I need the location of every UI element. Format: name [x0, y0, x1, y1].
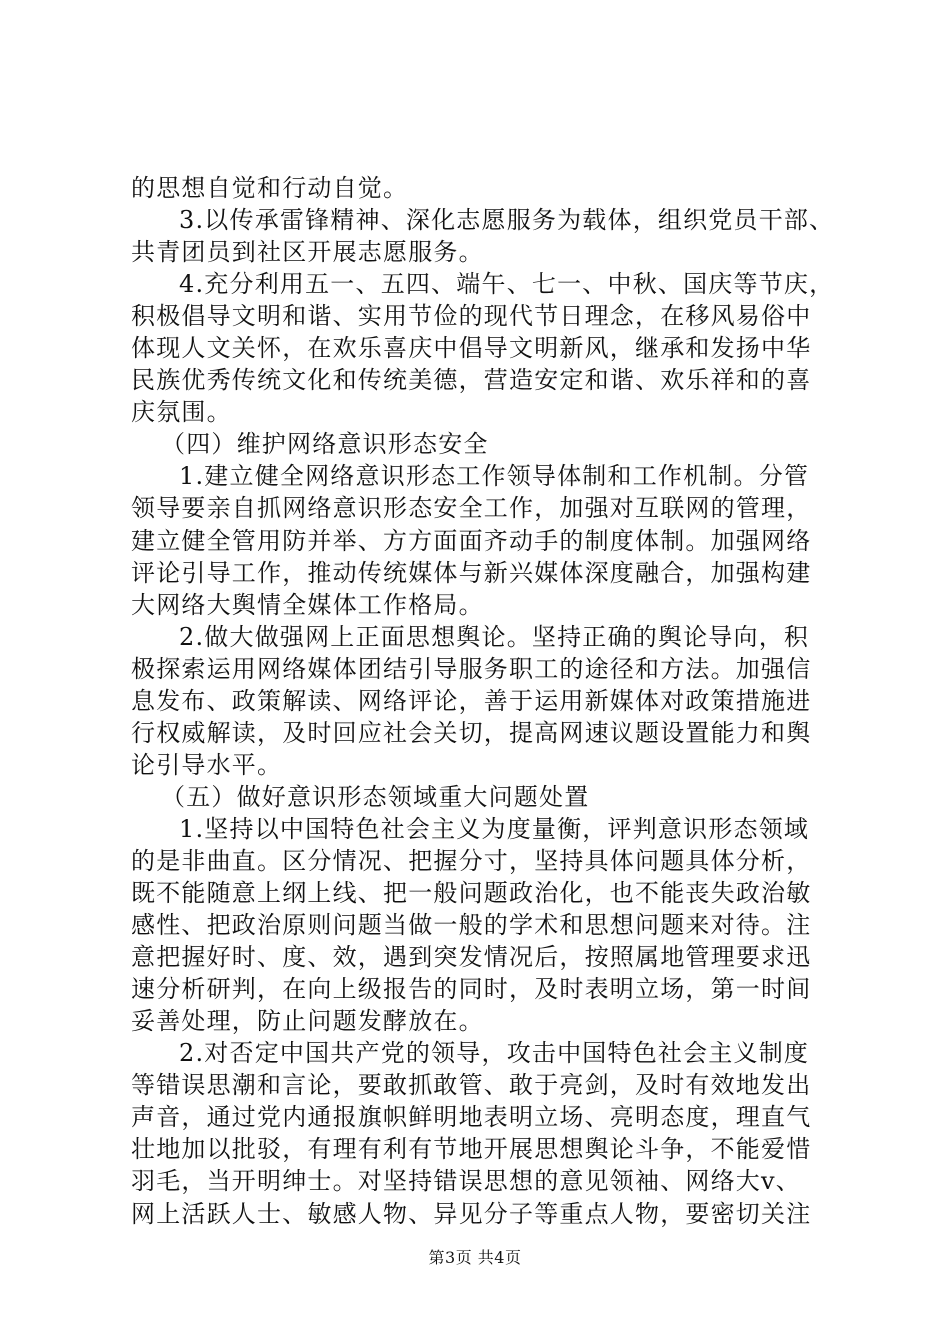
text-line: 体现人文关怀，在欢乐喜庆中倡导文明新风，继承和发扬中华 [131, 334, 812, 363]
text-line: 建立健全管用防并举、方方面面齐动手的制度体制。加强网络 [131, 526, 812, 555]
paragraph-first-line: 4.充分利用五一、五四、端午、七一、中秋、国庆等节庆， [179, 270, 835, 299]
text-line: 的是非曲直。区分情况、把握分寸，坚持具体问题具体分析， [131, 846, 812, 875]
page-number-footer: 第3页 共4页 [428, 1248, 522, 1267]
text-line: 大网络大舆情全媒体工作格局。 [131, 590, 484, 619]
paragraph-first-line: 2.做大做强网上正面思想舆论。坚持正确的舆论导向，积 [179, 622, 810, 651]
text-line: 行权威解读，及时回应社会关切，提高网速议题设置能力和舆 [131, 718, 812, 747]
text-line: 民族优秀传统文化和传统美德，营造安定和谐、欢乐祥和的喜 [131, 366, 812, 395]
text-line: 速分析研判，在向上级报告的同时，及时表明立场，第一时间 [131, 975, 812, 1004]
text-line: 声音，通过党内通报旗帜鲜明地表明立场、亮明态度，理直气 [131, 1103, 812, 1132]
text-line: 网上活跃人士、敏感人物、异见分子等重点人物，要密切关注 [131, 1199, 812, 1228]
section-heading: （四）维护网络意识形态安全 [161, 430, 489, 459]
text-line: 息发布、政策解读、网络评论，善于运用新媒体对政策措施进 [131, 686, 812, 715]
text-line: 壮地加以批驳，有理有利有节地开展思想舆论斗争，不能爱惜 [131, 1135, 812, 1164]
text-line: 共青团员到社区开展志愿服务。 [131, 238, 484, 267]
text-line: 领导要亲自抓网络意识形态安全工作，加强对互联网的管理， [131, 494, 812, 523]
text-line: 积极倡导文明和谐、实用节俭的现代节日理念，在移风易俗中 [131, 302, 812, 331]
document-body [131, 172, 835, 1230]
text-line: 羽毛，当开明绅士。对坚持错误思想的意见领袖、网络大v、 [131, 1167, 801, 1196]
text-line: 意把握好时、度、效，遇到突发情况后，按照属地管理要求迅 [131, 943, 812, 972]
paragraph-first-line: 3.以传承雷锋精神、深化志愿服务为载体，组织党员干部、 [179, 206, 835, 235]
section-heading: （五）做好意识形态领域重大问题处置 [161, 782, 590, 811]
text-line: 评论引导工作，推动传统媒体与新兴媒体深度融合，加强构建 [131, 558, 812, 587]
text-line: 妥善处理，防止问题发酵放在。 [131, 1007, 484, 1036]
paragraph-first-line: 2.对否定中国共产党的领导，攻击中国特色社会主义制度 [179, 1039, 810, 1068]
text-line: 的思想自觉和行动自觉。 [131, 174, 409, 202]
paragraph-first-line: 1.坚持以中国特色社会主义为度量衡，评判意识形态领域 [179, 814, 810, 843]
text-line: 等错误思潮和言论，要敢抓敢管、敢于亮剑，及时有效地发出 [131, 1071, 812, 1100]
text-line: 庆氛围。 [131, 398, 232, 427]
paragraph-first-line: 1.建立健全网络意识形态工作领导体制和工作机制。分管 [179, 462, 810, 491]
text-line: 论引导水平。 [131, 750, 283, 779]
text-line: 既不能随意上纲上线、把一般问题政治化，也不能丧失政治敏 [131, 879, 812, 908]
text-line: 感性、把政治原则问题当做一般的学术和思想问题来对待。注 [131, 911, 812, 940]
text-line: 极探索运用网络媒体团结引导服务职工的途径和方法。加强信 [131, 654, 812, 683]
